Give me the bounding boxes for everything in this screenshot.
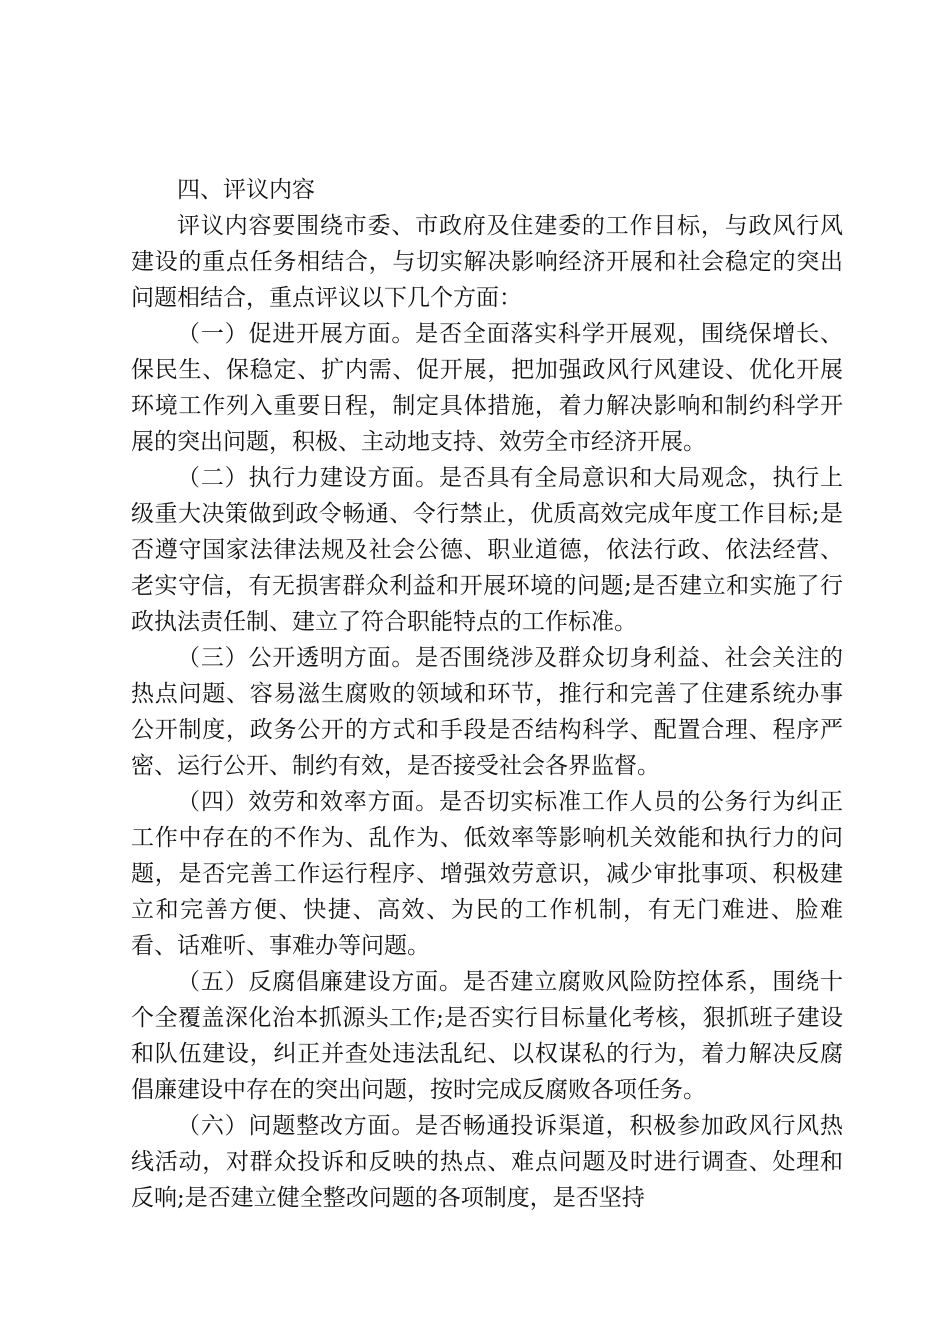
item-paragraph-3: （三）公开透明方面。是否围绕涉及群众切身利益、社会关注的热点问题、容易滋生腐败的领域和环节，推行和完善了住建系统办事公开制度，政务公开的方式和手段是否结构科学、配置合理、程序严密、运行公开、制约有效，是否接受社会各界监督。 [131,645,843,779]
item-paragraph-4: （四）效劳和效率方面。是否切实标准工作人员的公务行为纠正工作中存在的不作为、乱作为、低效率等影响机关效能和执行力的问题，是否完善工作运行程序、增强效劳意识，减少审批事项、积极建立和完善方便、快捷、高效、为民的工作机制，有无门难进、脸难看、话难听、事难办等问题。 [131,789,843,959]
item-paragraph-2: （二）执行力建设方面。是否具有全局意识和大局观念，执行上级重大决策做到政令畅通、令行禁止，优质高效完成年度工作目标;是否遵守国家法律法规及社会公德、职业道德，依法行政、依法经营、老实守信，有无损害群众利益和开展环境的问题;是否建立和实施了行政执法责任制、建立了符合职能特点的工作标准。 [131,465,843,635]
item-paragraph-1: （一）促进开展方面。是否全面落实科学开展观，围绕保增长、保民生、保稳定、扩内需、促开展，把加强政风行风建设、优化开展环境工作列入重要日程，制定具体措施，着力解决影响和制约科学开展的突出问题，积极、主动地支持、效劳全市经济开展。 [131,321,843,455]
item-paragraph-6: （六）问题整改方面。是否畅通投诉渠道，积极参加政风行风热线活动，对群众投诉和反映的热点、难点问题及时进行调查、处理和反响;是否建立健全整改问题的各项制度，是否坚持 [131,1113,843,1211]
item-paragraph-5: （五）反腐倡廉建设方面。是否建立腐败风险防控体系，围绕十个全覆盖深化治本抓源头工作;是否实行目标量化考核，狠抓班子建设和队伍建设，纠正并查处违法乱纪、以权谋私的行为，着力解决反腐倡廉建设中存在的突出问题，按时完成反腐败各项任务。 [131,969,843,1103]
intro-paragraph: 评议内容要围绕市委、市政府及住建委的工作目标，与政风行风建设的重点任务相结合，与切实解决影响经济开展和社会稳定的突出问题相结合，重点评议以下几个方面： [131,213,843,311]
document-page [131,172,843,1216]
section-heading: 四、评议内容 [177,177,315,203]
